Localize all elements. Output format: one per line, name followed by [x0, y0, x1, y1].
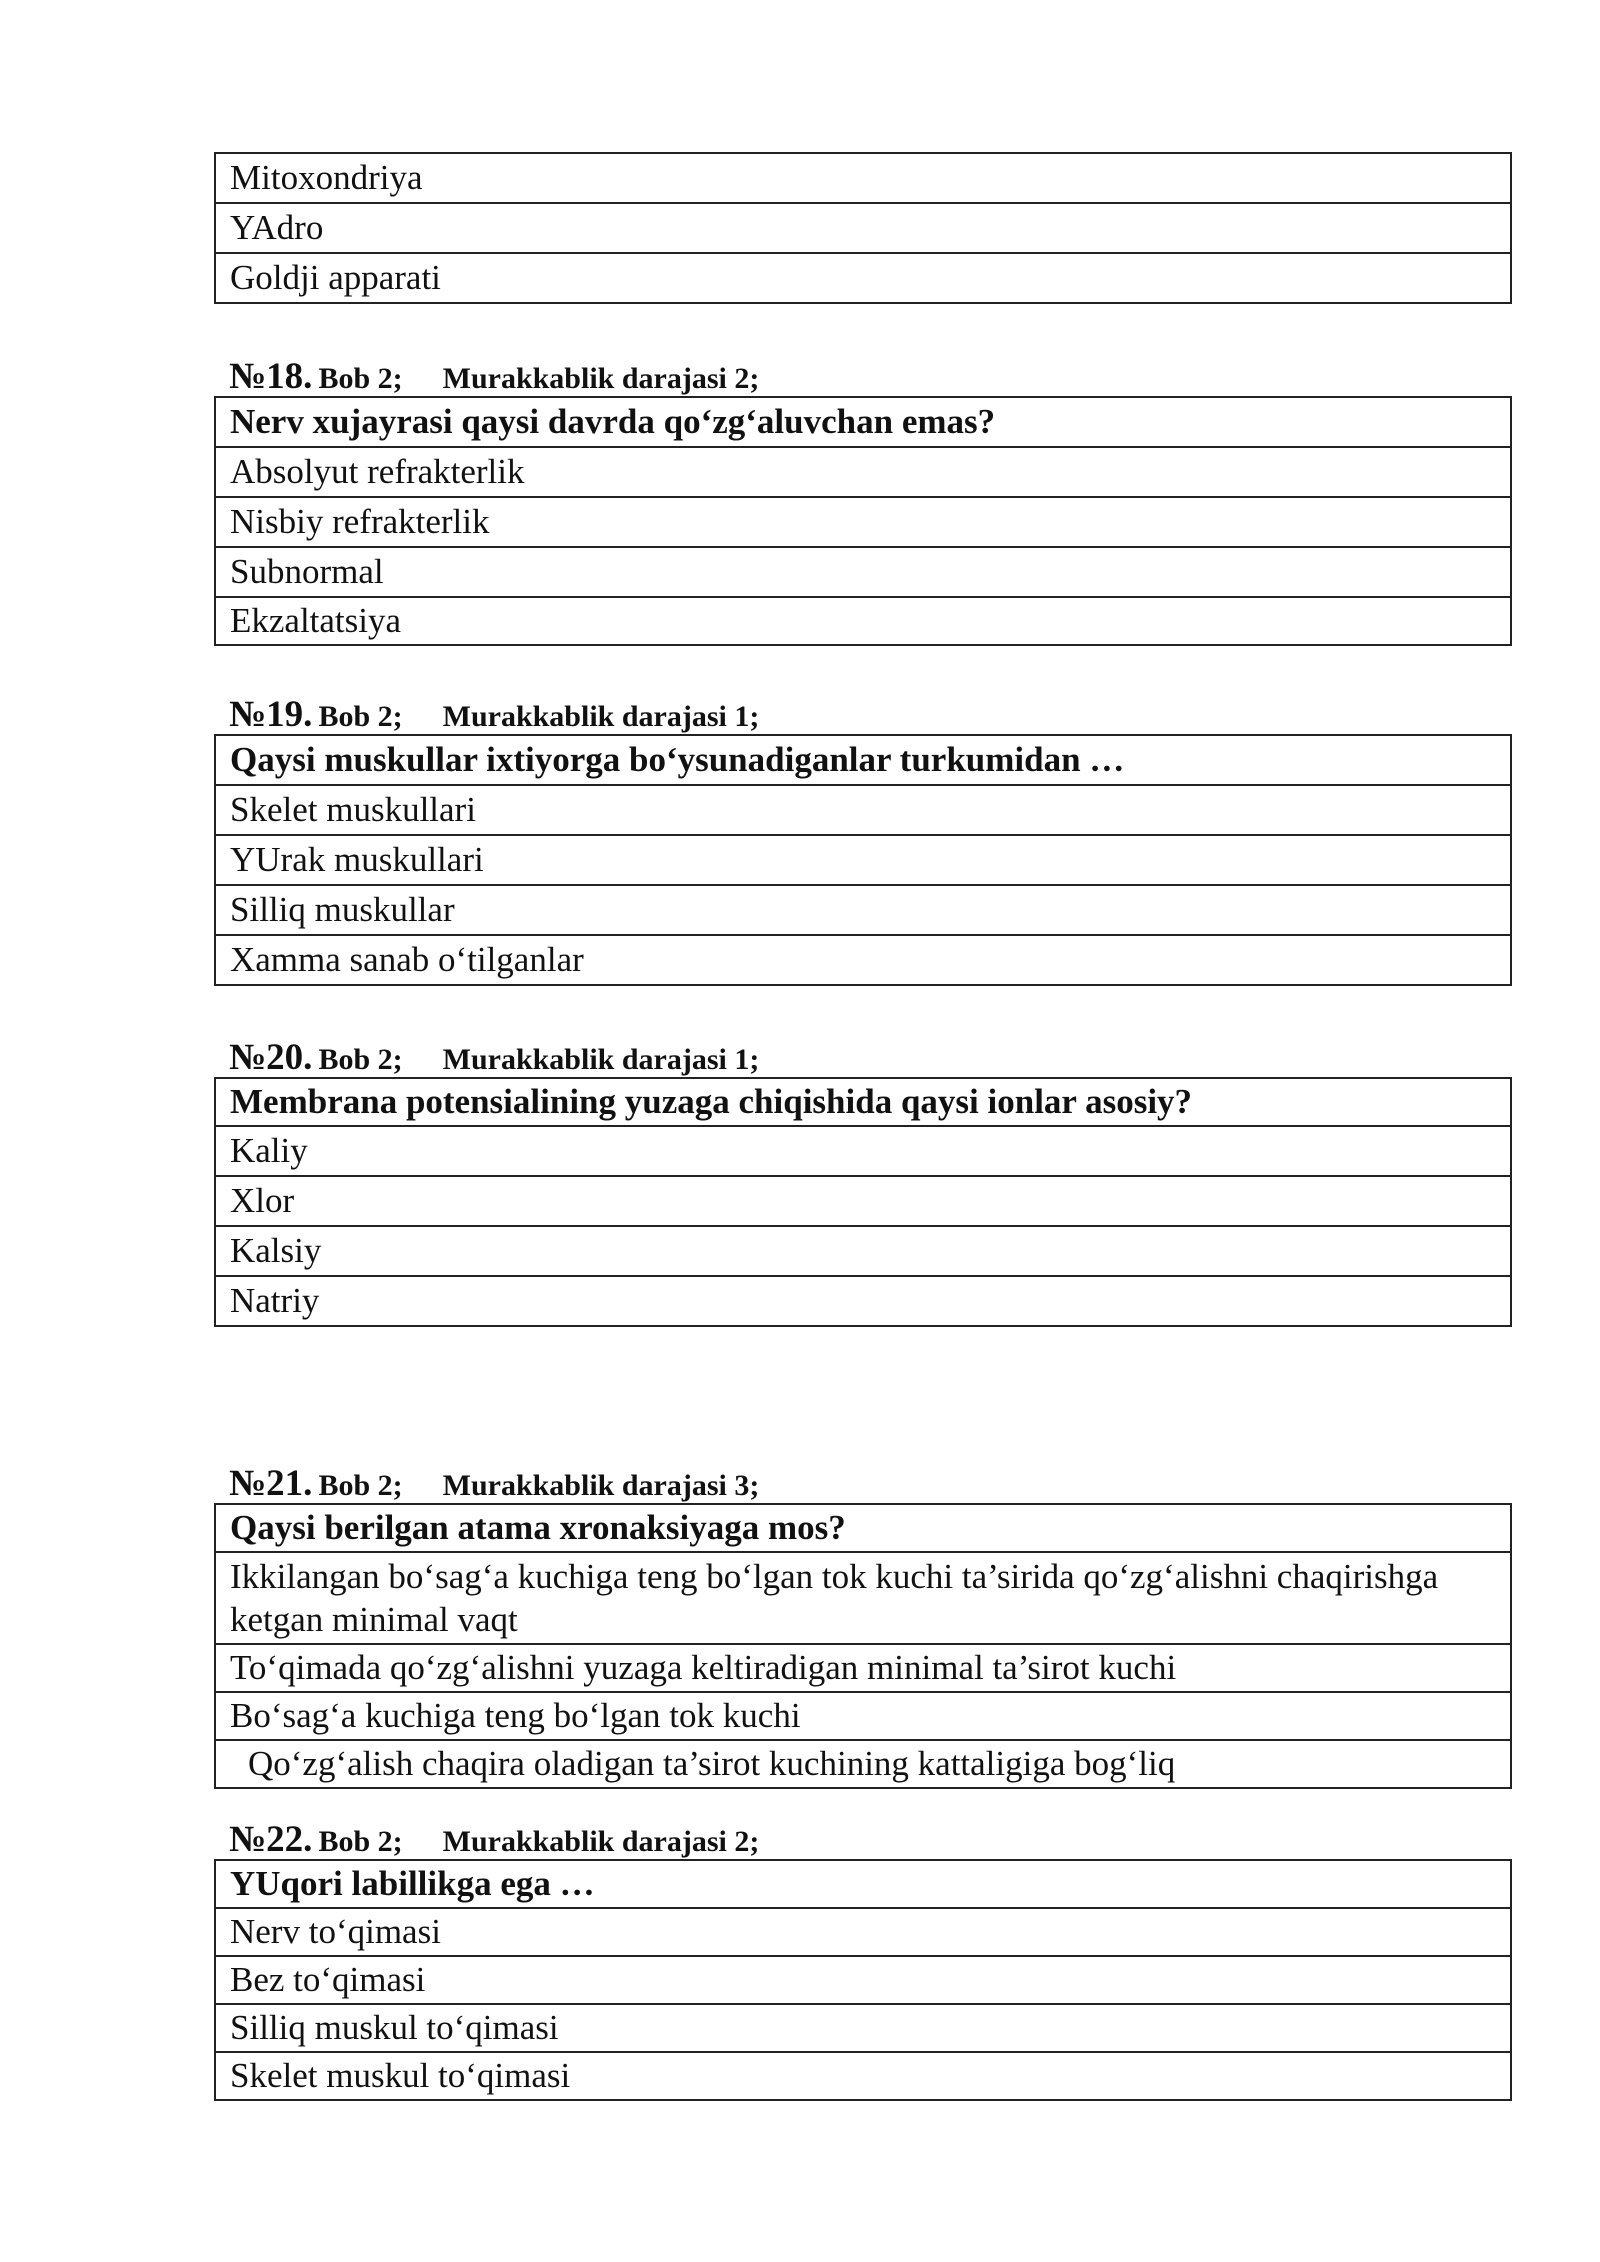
answer-option: Kalsiy [215, 1226, 1511, 1276]
difficulty-label: Murakkablik darajasi 2; [442, 362, 760, 395]
difficulty-label: Murakkablik darajasi 1; [442, 700, 760, 733]
question-text: Nerv xujayrasi qaysi davrda qo‘zg‘aluvchan emas? [215, 397, 1511, 447]
answer-option: Mitoxondriya [215, 153, 1511, 203]
answer-option: Skelet muskullari [215, 785, 1511, 835]
question-header-22 [229, 1818, 759, 1861]
question-header-18 [229, 355, 759, 398]
answer-option: YAdro [215, 203, 1511, 253]
answer-option: Absolyut refrakterlik [215, 447, 1511, 497]
answer-option: Xamma sanab o‘tilganlar [215, 935, 1511, 985]
question-text: Qaysi muskullar ixtiyorga bo‘ysunadiganlar turkumidan … [215, 735, 1511, 785]
question-table-18 [214, 396, 1512, 646]
answer-option-text: Qo‘zg‘alish chaqira oladigan ta’sirot kuchining kattaligiga bog‘liq [248, 1744, 1176, 1783]
question-number: №19. [229, 694, 313, 735]
question-number: №18. [229, 356, 313, 397]
difficulty-label: Murakkablik darajasi 1; [442, 1043, 760, 1076]
question-table-21 [214, 1503, 1512, 1789]
question-table-20 [214, 1077, 1512, 1327]
question-text: YUqori labillikga ega … [215, 1860, 1511, 1908]
question-number: №21. [229, 1463, 313, 1504]
answer-option: Silliq muskul to‘qimasi [215, 2004, 1511, 2052]
chapter-label: Bob 2; [318, 1469, 403, 1502]
answer-option: Bez to‘qimasi [215, 1956, 1511, 2004]
answer-table-top [214, 152, 1512, 304]
answer-option: Nisbiy refrakterlik [215, 497, 1511, 547]
answer-option: Ekzaltatsiya [215, 597, 1511, 645]
answer-option: Silliq muskullar [215, 885, 1511, 935]
answer-option: Nerv to‘qimasi [215, 1908, 1511, 1956]
answer-option: Natriy [215, 1276, 1511, 1326]
chapter-label: Bob 2; [318, 362, 403, 395]
answer-option: Kaliy [215, 1126, 1511, 1176]
answer-option: Skelet muskul to‘qimasi [215, 2052, 1511, 2100]
chapter-label: Bob 2; [318, 700, 403, 733]
answer-option: To‘qimada qo‘zg‘alishni yuzaga keltiradigan minimal ta’sirot kuchi [215, 1644, 1511, 1692]
question-text: Membrana potensialining yuzaga chiqishida qaysi ionlar asosiy? [215, 1078, 1511, 1126]
question-header-21 [229, 1462, 759, 1505]
answer-option: Subnormal [215, 547, 1511, 597]
question-header-19 [229, 693, 759, 736]
answer-option: YUrak muskullari [215, 835, 1511, 885]
question-header-20 [229, 1036, 759, 1079]
answer-option: Xlor [215, 1176, 1511, 1226]
chapter-label: Bob 2; [318, 1825, 403, 1858]
chapter-label: Bob 2; [318, 1043, 403, 1076]
answer-option: Ikkilangan bo‘sag‘a kuchiga teng bo‘lgan tok kuchi ta’sirida qo‘zg‘alishni chaqirishga ketgan minimal vaqt [215, 1552, 1511, 1644]
answer-option [215, 1740, 1511, 1788]
question-table-22 [214, 1859, 1512, 2101]
question-number: №20. [229, 1037, 313, 1078]
question-number: №22. [229, 1819, 313, 1860]
difficulty-label: Murakkablik darajasi 2; [442, 1825, 760, 1858]
difficulty-label: Murakkablik darajasi 3; [442, 1469, 760, 1502]
answer-option: Goldji apparati [215, 253, 1511, 303]
question-table-19 [214, 734, 1512, 986]
question-text: Qaysi berilgan atama xronaksiyaga mos? [215, 1504, 1511, 1552]
answer-option: Bo‘sag‘a kuchiga teng bo‘lgan tok kuchi [215, 1692, 1511, 1740]
